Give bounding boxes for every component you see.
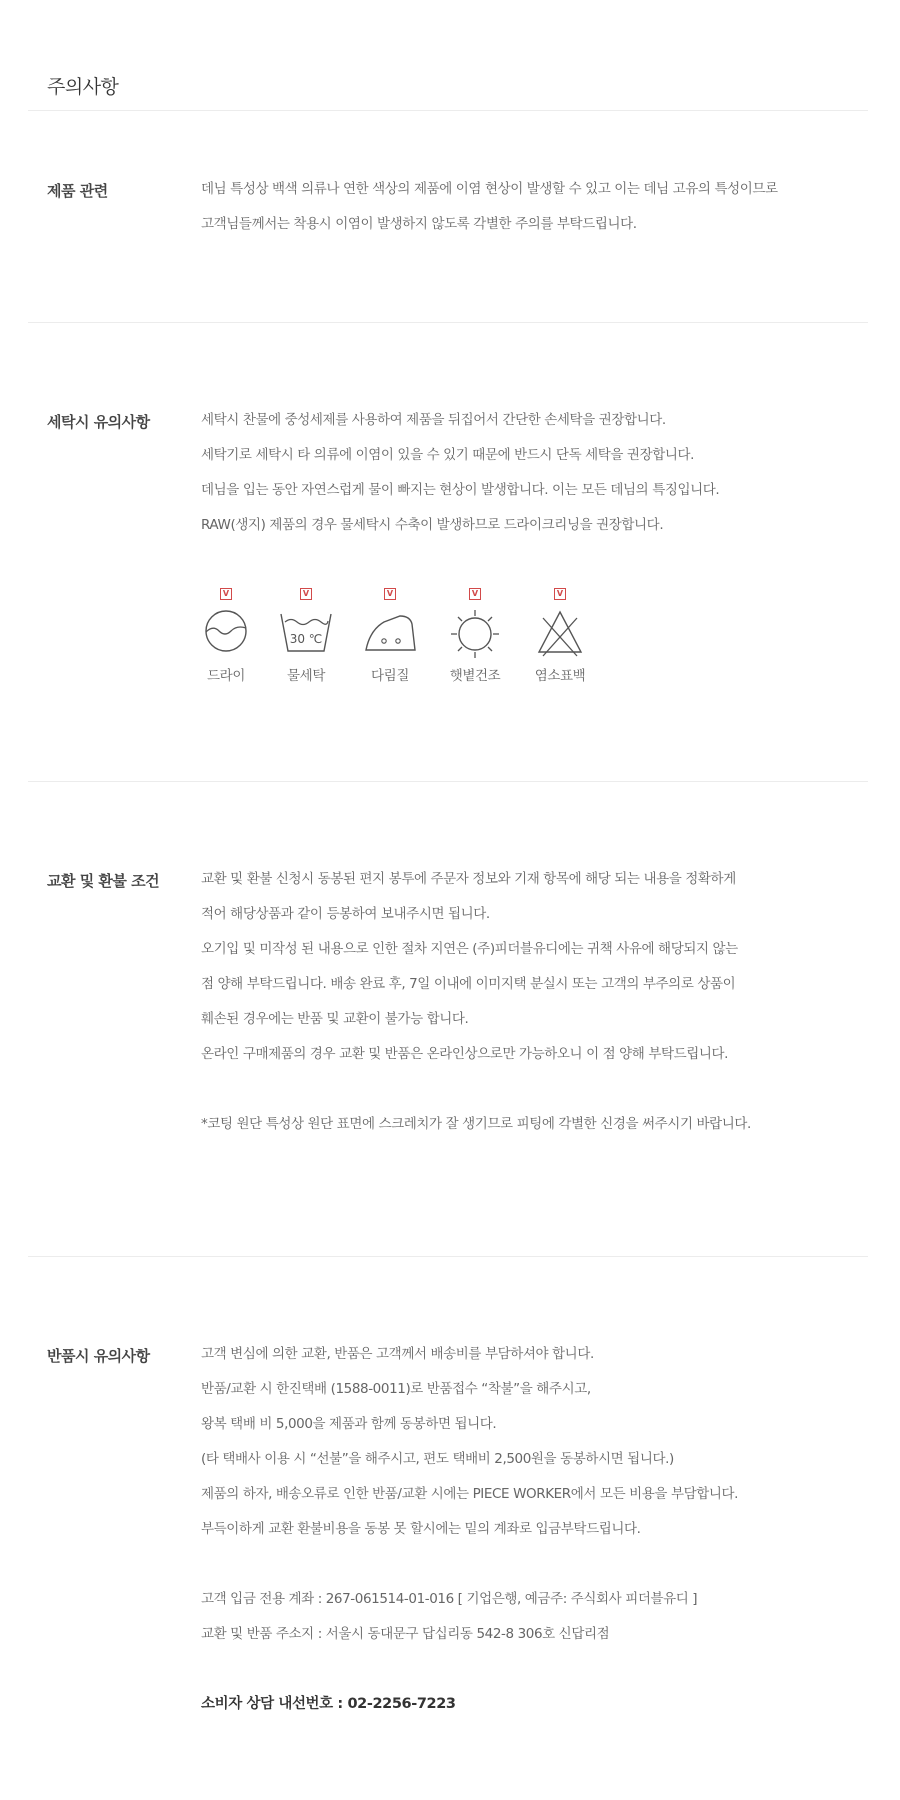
returns-line: 부득이하게 교환 환불비용을 동봉 못 할시에는 밑의 계좌로 입금부탁드립니다. — [201, 1521, 641, 1537]
dry-clean-icon — [203, 608, 249, 654]
check-mark-icon: V — [469, 588, 481, 600]
iron-icon — [362, 608, 418, 654]
washing-line: 데님을 입는 동안 자연스럽게 물이 빠지는 현상이 발생합니다. 이는 모든 데님의 특징입니다. — [201, 482, 720, 498]
care-label-sun: 햇볕건조 — [449, 668, 501, 684]
washing-line: RAW(생지) 제품의 경우 물세탁시 수축이 발생하므로 드라이크리닝을 권장합니다. — [201, 517, 664, 533]
returns-line: 왕복 택배 비 5,000을 제품과 함께 동봉하면 됩니다. — [201, 1416, 497, 1432]
section-label-product: 제품 관련 — [47, 182, 108, 200]
coating-note: *코팅 원단 특성상 원단 표면에 스크레치가 잘 생기므로 피팅에 각별한 신경을 써주시기 바랍니다. — [201, 1116, 751, 1132]
care-item-water — [276, 588, 336, 684]
divider — [28, 1256, 868, 1257]
spacer — [201, 1072, 861, 1107]
exchange-line: 적어 해당상품과 같이 등봉하여 보내주시면 됩니다. — [201, 906, 490, 922]
check-mark-icon: V — [220, 588, 232, 600]
customer-hotline: 소비자 상담 내선번호 : 02-2256-7223 — [201, 1696, 456, 1712]
care-item-dry — [196, 588, 256, 684]
svg-text:30 ℃: 30 ℃ — [289, 632, 323, 646]
check-mark-icon: V — [554, 588, 566, 600]
divider — [28, 322, 868, 323]
washing-line: 세탁기로 세탁시 타 의류에 이염이 있을 수 있기 때문에 반드시 단독 세탁을 권장합니다. — [201, 447, 695, 463]
page-title: 주의사항 — [47, 76, 119, 98]
washing-notes — [201, 403, 861, 543]
divider — [28, 781, 868, 782]
returns-line: 고객 변심에 의한 교환, 반품은 고객께서 배송비를 부담하셔야 합니다. — [201, 1346, 594, 1362]
section-label-returns: 반품시 유의사항 — [47, 1347, 150, 1365]
product-line: 고객님들께서는 착용시 이염이 발생하지 않도록 각별한 주의를 부탁드립니다. — [201, 216, 637, 232]
care-item-sun — [445, 588, 505, 684]
care-label-dry: 드라이 — [207, 668, 245, 684]
care-item-bleach — [530, 588, 590, 684]
care-item-iron — [360, 588, 420, 684]
returns-line: 제품의 하자, 배송오류로 인한 반품/교환 시에는 PIECE WORKER에서 모든 비용을 부담합니다. — [201, 1486, 739, 1502]
return-address: 교환 및 반품 주소지 : 서울시 동대문구 답십리동 542-8 306호 신답리점 — [201, 1626, 610, 1642]
spacer — [201, 1547, 861, 1582]
exchange-line: 훼손된 경우에는 반품 및 교환이 불가능 합니다. — [201, 1011, 469, 1027]
exchange-line: 점 양해 부탁드립니다. 배송 완료 후, 7일 이내에 이미지택 분실시 또는 고객의 부주의로 상품이 — [201, 976, 736, 992]
check-mark-icon: V — [300, 588, 312, 600]
returns-line: 반품/교환 시 한진택배 (1588-0011)로 반품접수 “착불”을 해주시고, — [201, 1381, 591, 1397]
exchange-line: 오기입 및 미작성 된 내용으로 인한 절차 지연은 (주)피더블유디에는 귀책 사유에 해당되지 않는 — [201, 941, 738, 957]
care-label-bleach: 염소표백 — [534, 668, 586, 684]
sun-dry-icon — [449, 608, 501, 660]
exchange-line: 온라인 구매제품의 경우 교환 및 반품은 온라인상으로만 가능하오니 이 점 양해 부탁드립니다. — [201, 1046, 729, 1062]
care-label-iron: 다림질 — [371, 668, 409, 684]
exchange-notes — [201, 862, 861, 1142]
product-line: 데님 특성상 백색 의류나 연한 색상의 제품에 이염 현상이 발생할 수 있고 이는 데님 고유의 특성이므로 — [201, 181, 778, 197]
exchange-line: 교환 및 환불 신청시 동봉된 편지 봉투에 주문자 정보와 기재 항목에 해당 되는 내용을 정확하게 — [201, 871, 736, 887]
returns-notes — [201, 1337, 861, 1722]
section-label-washing: 세탁시 유의사항 — [47, 413, 150, 431]
no-bleach-icon — [535, 608, 585, 658]
bank-account: 고객 입금 전용 계좌 : 267-061514-01-016 [ 기업은행, 예금주: 주식회사 피더블유디 ] — [201, 1591, 698, 1607]
product-notes — [201, 172, 861, 242]
section-label-exchange: 교환 및 환불 조건 — [47, 872, 160, 890]
washing-line: 세탁시 찬물에 중성세제를 사용하여 제품을 뒤집어서 간단한 손세탁을 권장합니다. — [201, 412, 666, 428]
wash-tub-icon — [278, 608, 334, 654]
divider — [28, 110, 868, 111]
care-symbols — [196, 588, 616, 708]
care-label-water: 물세탁 — [287, 668, 325, 684]
spacer — [201, 1652, 861, 1687]
returns-line: (타 택배사 이용 시 “선불”을 해주시고, 편도 택배비 2,500원을 동봉하시면 됩니다.) — [201, 1451, 674, 1467]
check-mark-icon: V — [384, 588, 396, 600]
